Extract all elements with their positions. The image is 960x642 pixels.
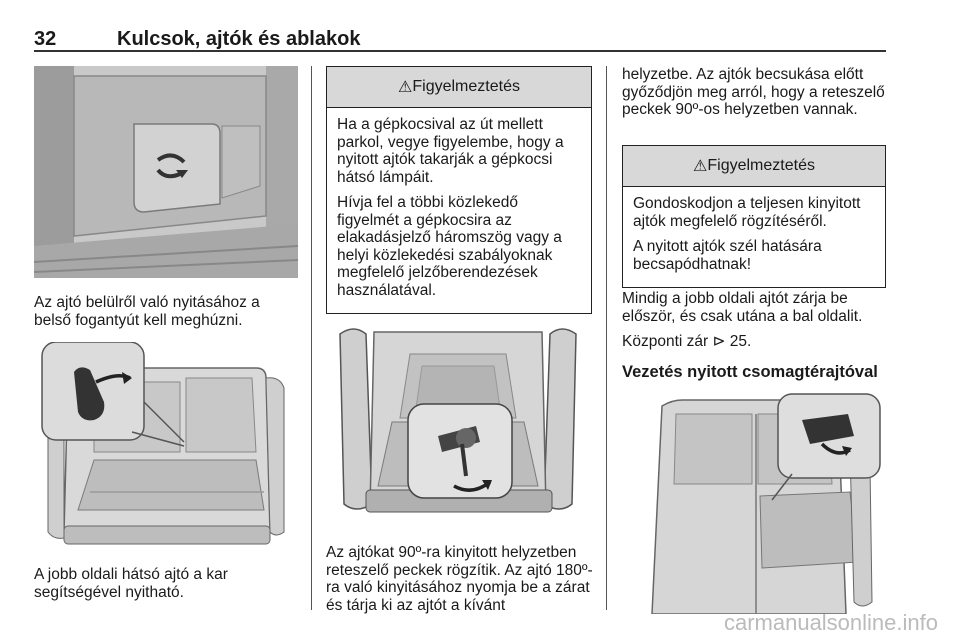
warning-triangle-icon: ⚠ — [398, 79, 413, 96]
warning-2-paragraph-2: A nyitott ajtók szél hatására becsapódhatnak! — [633, 238, 822, 273]
column-divider-2 — [606, 66, 607, 610]
warning-box-2 — [622, 145, 886, 288]
warning-2-paragraph-1: Gondoskodjon a teljesen kinyitott ajtók megfelelő rögzítéséről. — [633, 195, 861, 230]
rear-doors-open-illustration — [326, 318, 590, 528]
text-continuation: helyzetbe. Az ajtók becsukása előtt győződjön meg arról, hogy a reteszelő peckek 90º-os helyzetben vannak. — [622, 66, 885, 118]
caption-rear-door-lever: A jobb oldali hátsó ajtó a kar segítségével nyitható. — [34, 566, 228, 601]
warning-header-1 — [327, 67, 591, 108]
warning-triangle-icon: ⚠ — [693, 158, 708, 175]
warning-box-1 — [326, 66, 592, 314]
warning-title-1: Figyelmeztetés — [412, 78, 520, 95]
footer-watermark: carmanualsonline.info — [723, 610, 938, 635]
warning-body-1 — [327, 108, 591, 313]
door-interior-handle-illustration — [34, 66, 298, 278]
column-2-bottom — [326, 544, 594, 622]
caption-door-90-degrees: Az ajtókat 90º-ra kinyitott helyzetben reteszelő peckek rögzítik. Az ajtó 180º-ra való kinyitásához nyomja be a zárat és tárja ki az ajtót a kívánt — [326, 544, 593, 614]
driving-open-tailgate-illustration — [622, 392, 884, 614]
section-heading-driving-open-tailgate: Vezetés nyitott csomagtérajtóval — [622, 362, 878, 381]
column-3-middle — [622, 290, 890, 382]
column-divider-1 — [311, 66, 312, 610]
column-1-bottom — [34, 566, 298, 609]
warning-header-2 — [623, 146, 885, 187]
warning-body-2 — [623, 187, 885, 287]
header-rule — [34, 50, 886, 52]
warning-1-paragraph-1: Ha a gépkocsival az út mellett parkol, vegye figyelembe, hogy a nyitott ajtók takarják a gépkocsi hátsó lámpáit. — [337, 116, 564, 186]
caption-inner-handle: Az ajtó belülről való nyitásához a belső fogantyút kell meghúzni. — [34, 294, 260, 329]
text-central-lock-reference: Központi zár ⊳ 25. — [622, 333, 752, 350]
column-1 — [34, 294, 298, 337]
page-number: 32 — [34, 28, 57, 50]
rear-right-door-lever-illustration — [34, 342, 298, 552]
warning-title-2: Figyelmeztetés — [707, 157, 815, 174]
column-3-top — [622, 66, 890, 127]
warning-1-paragraph-2: Hívja fel a többi közlekedő figyelmét a gépkocsira az elakadásjelző háromszög vagy a helyi közlekedési szabályoknak megfelelő jelzőberendezések használatával. — [337, 194, 562, 299]
page-title: Kulcsok, ajtók és ablakok — [117, 28, 361, 50]
text-close-order: Mindig a jobb oldali ajtót zárja be először, és csak utána a bal oldalit. — [622, 290, 863, 325]
